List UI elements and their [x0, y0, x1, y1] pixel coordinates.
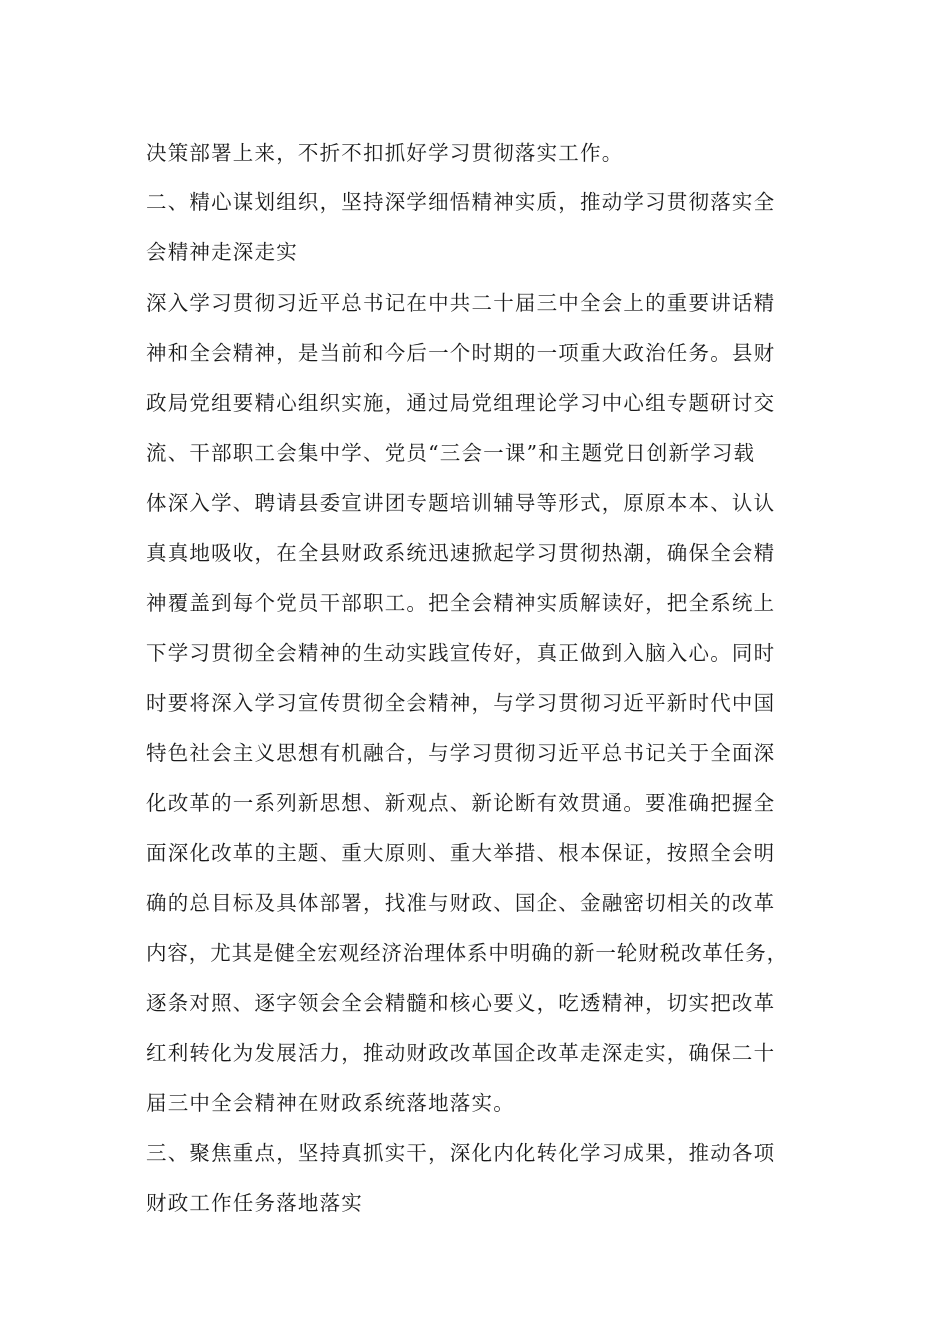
text-line: 面深化改革的主题、重大原则、重大举措、根本保证，按照全会明: [146, 841, 776, 865]
section-heading-line: 会精神走深走实: [146, 240, 298, 264]
text-line: 特色社会主义思想有机融合，与学习贯彻习近平总书记关于全面深: [146, 741, 776, 765]
text-line: 真真地吸收，在全县财政系统迅速掀起学习贯彻热潮，确保全会精: [146, 541, 776, 565]
text-line: 红利转化为发展活力，推动财政改革国企改革走深走实，确保二十: [146, 1041, 776, 1065]
text-line: 时要将深入学习宣传贯彻全会精神，与学习贯彻习近平新时代中国: [146, 691, 776, 715]
section-heading-line: 财政工作任务落地落实: [146, 1191, 363, 1215]
text-line: 体深入学、聘请县委宣讲团专题培训辅导等形式，原原本本、认认: [146, 491, 776, 515]
section-heading-line: 二、精心谋划组织，坚持深学细悟精神实质，推动学习贯彻落实全: [146, 190, 776, 214]
text-line: 化改革的一系列新思想、新观点、新论断有效贯通。要准确把握全: [146, 791, 776, 815]
text-line: 深入学习贯彻习近平总书记在中共二十届三中全会上的重要讲话精: [146, 291, 776, 315]
section-heading-line: 三、聚焦重点，坚持真抓实干，深化内化转化学习成果，推动各项: [146, 1141, 776, 1165]
text-line: 下学习贯彻全会精神的生动实践宣传好，真正做到入脑入心。同时: [146, 641, 776, 665]
text-line: 政局党组要精心组织实施，通过局党组理论学习中心组专题研讨交: [146, 391, 776, 415]
text-line: 届三中全会精神在财政系统落地落实。: [146, 1091, 515, 1115]
text-line: 神覆盖到每个党员干部职工。把全会精神实质解读好，把全系统上: [146, 591, 776, 615]
text-line: 内容，尤其是健全宏观经济治理体系中明确的新一轮财税改革任务，: [146, 941, 788, 965]
text-line: 神和全会精神，是当前和今后一个时期的一项重大政治任务。县财: [146, 341, 776, 365]
text-line: 流、干部职工会集中学、党员“三会一课”和主题党日创新学习载: [146, 441, 756, 465]
text-line: 逐条对照、逐字领会全会精髓和核心要义，吃透精神，切实把改革: [146, 991, 776, 1015]
text-line: 确的总目标及具体部署，找准与财政、国企、金融密切相关的改革: [146, 891, 776, 915]
text-line: 决策部署上来，不折不扣抓好学习贯彻落实工作。: [146, 141, 624, 165]
